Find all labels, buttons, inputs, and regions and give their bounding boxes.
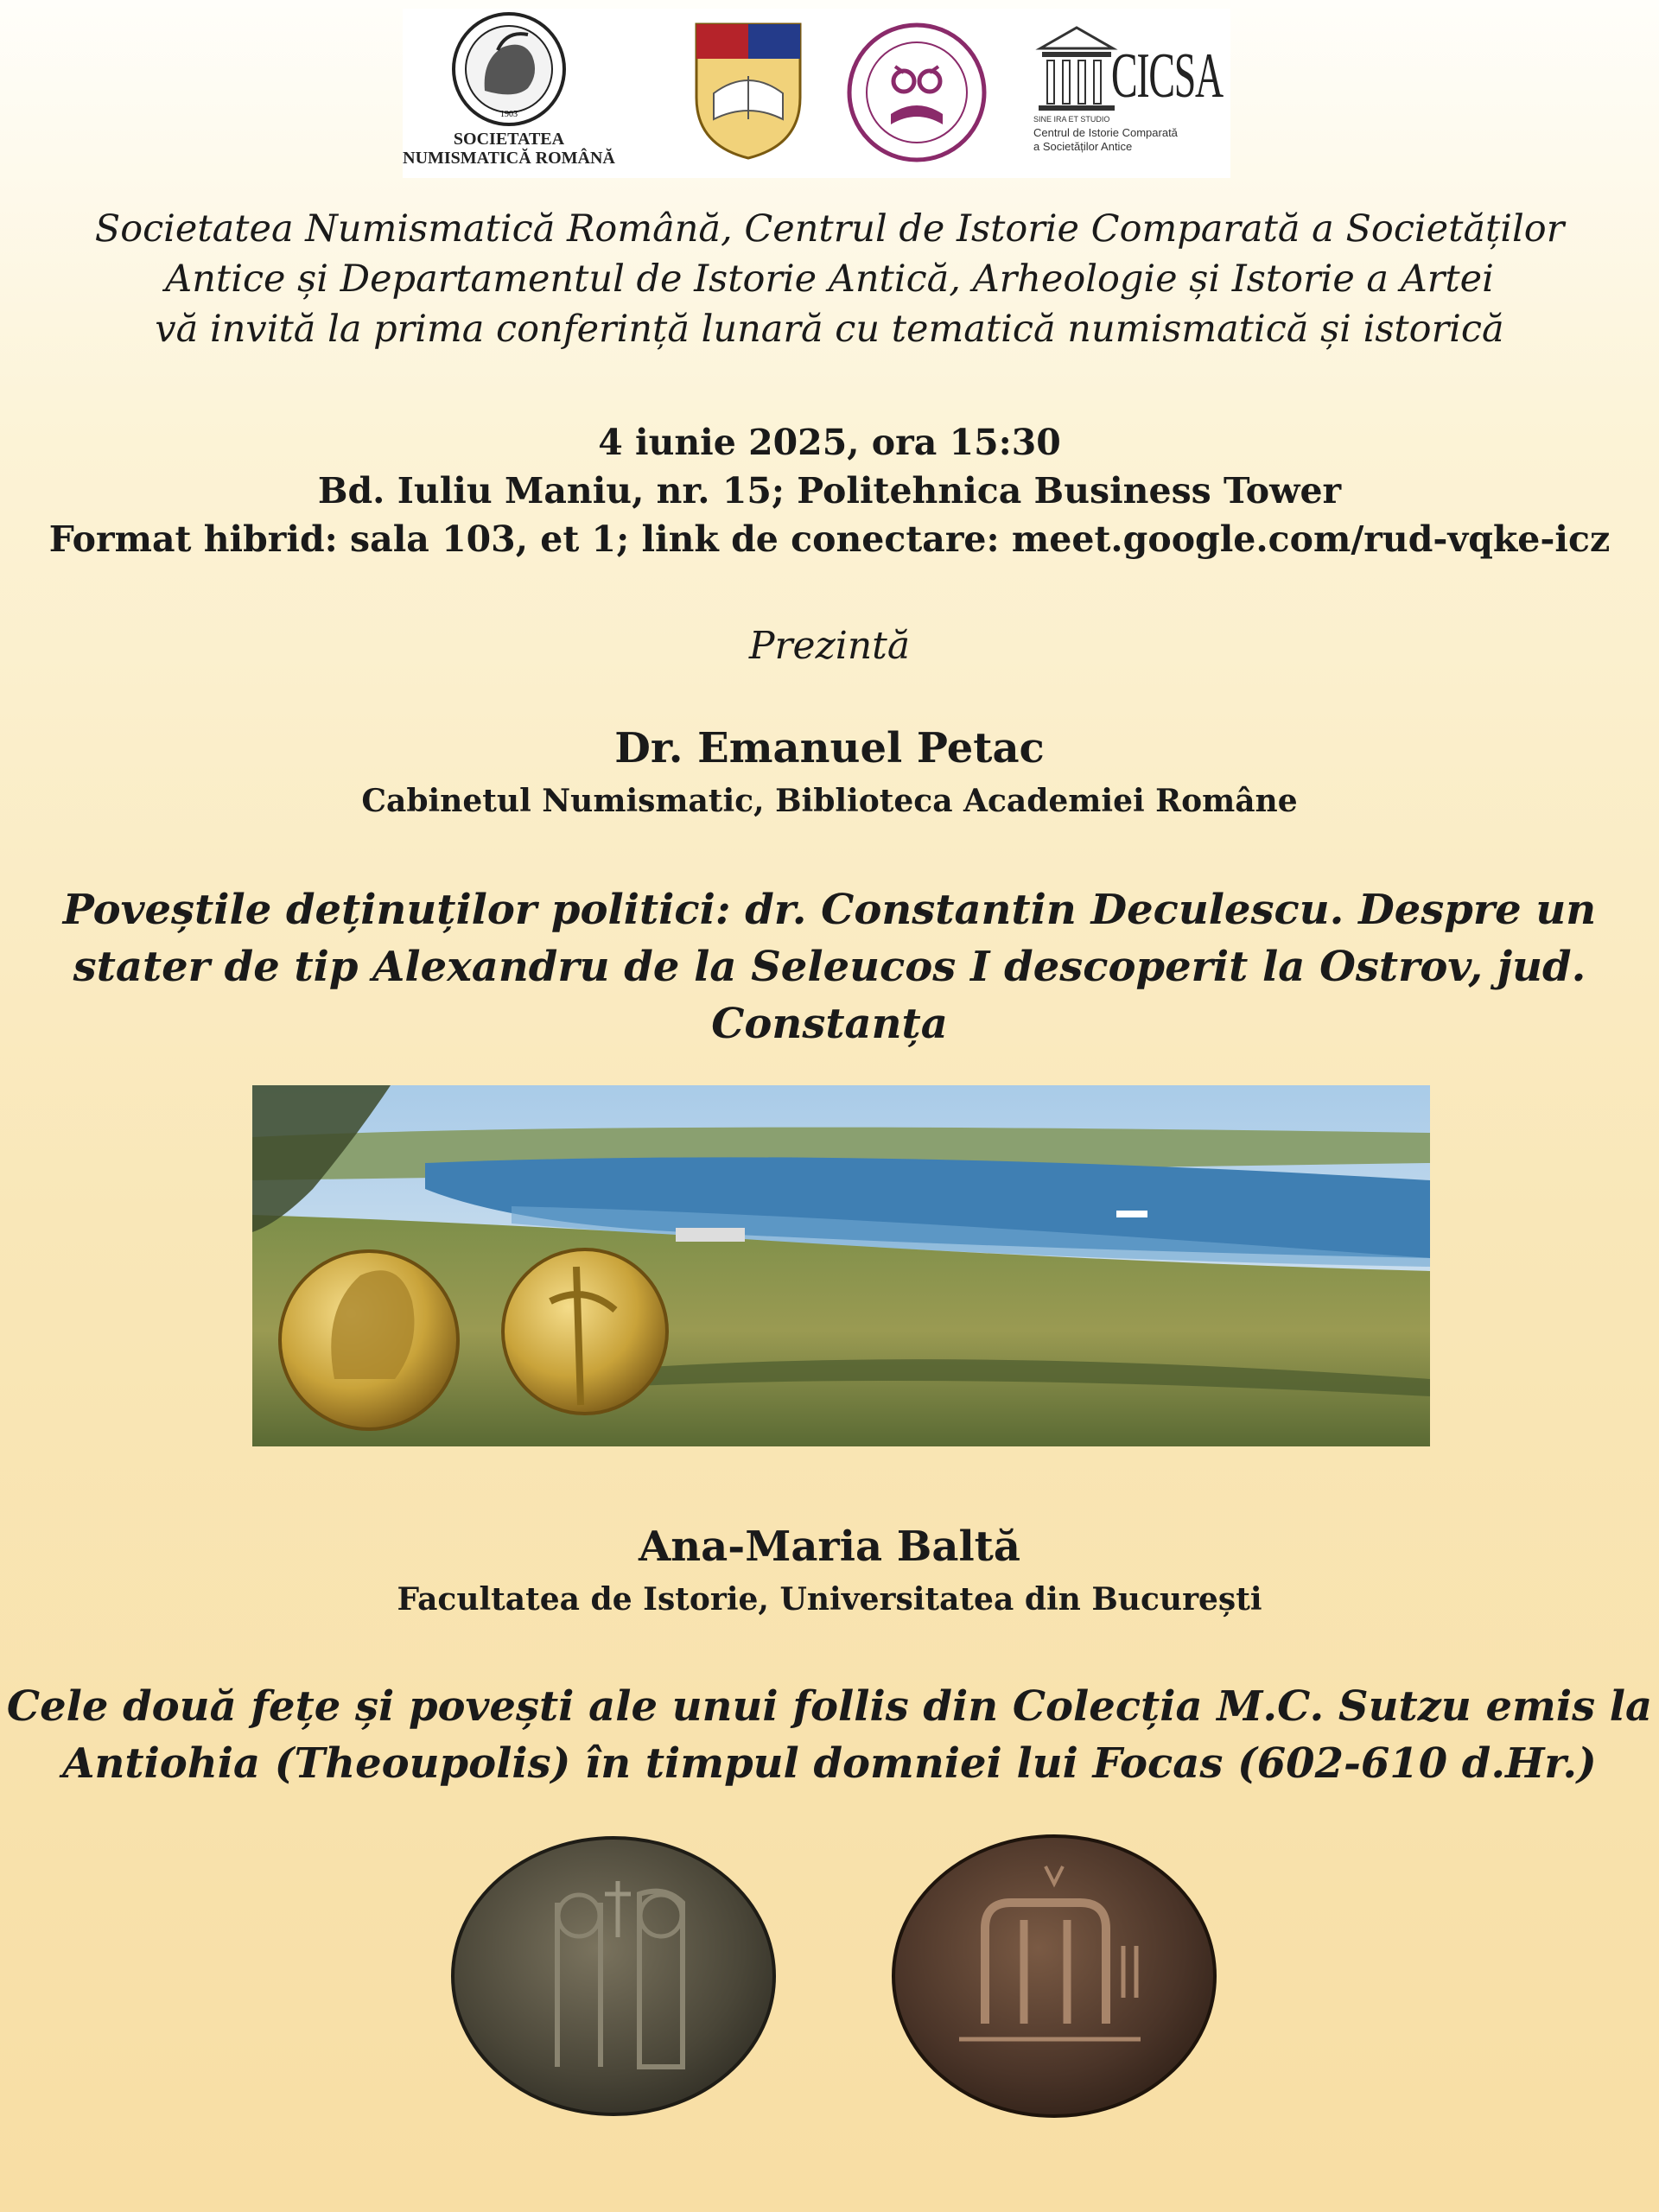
intro-line-2: Antice și Departamentul de Istorie Antică, Arheologie și Istorie a Artei xyxy=(165,257,1494,301)
gold-coin-obverse xyxy=(280,1251,458,1429)
talk-1-title-line-2: stater de tip Alexandru de la Seleucos I descoperit la Ostrov, jud. xyxy=(73,943,1586,991)
presents-label: Prezintă xyxy=(748,624,911,668)
numismatic-society-name: SOCIETATEA NUMISMATICĂ ROMÂNĂ xyxy=(403,130,615,168)
owl-icon xyxy=(843,19,990,166)
event-date: 4 iunie 2025, ora 15:30 xyxy=(598,422,1061,463)
talk-2-title-line-1: Cele două fețe și povești ale unui follis din Colecția M.C. Sutzu emis la xyxy=(6,1682,1653,1731)
landscape-photo xyxy=(252,1085,1430,1446)
cicsa-caption xyxy=(1033,112,1178,154)
follis-obverse xyxy=(453,1838,774,2114)
logo-strip xyxy=(403,9,1230,178)
talk-1-title-line-1: Poveștile deținuților politici: dr. Constantin Deculescu. Despre un xyxy=(62,886,1597,934)
speaker-2-affiliation: Facultatea de Istorie, Universitatea din București xyxy=(397,1581,1262,1618)
speaker-1-affiliation: Cabinetul Numismatic, Biblioteca Academiei Române xyxy=(361,783,1298,819)
river-landscape-image xyxy=(252,1085,1430,1446)
svg-text:1903: 1903 xyxy=(500,110,518,119)
intro-line-1: Societatea Numismatică Română, Centrul de Istorie Comparată a Societăților xyxy=(94,207,1565,251)
cicsa-line-2: a Societăților Antice xyxy=(1033,140,1133,153)
speaker-1-name: Dr. Emanuel Petac xyxy=(614,724,1045,772)
follis-coins-icon xyxy=(449,1834,1227,2119)
follis-reverse xyxy=(893,1836,1215,2116)
follis-coins-image xyxy=(449,1834,1227,2119)
numismatic-society-logo xyxy=(403,9,615,178)
event-address: Bd. Iuliu Maniu, nr. 15; Politehnica Business Tower xyxy=(317,470,1342,512)
intro-line-3: vă invită la prima conferință lunară cu tematică numismatică și istorică xyxy=(155,308,1504,351)
cicsa-motto: SINE IRA ET STUDIO xyxy=(1033,115,1110,124)
cicsa-line-1: Centrul de Istorie Comparată xyxy=(1033,126,1178,139)
gold-coin-reverse xyxy=(503,1249,667,1414)
faculty-history-logo xyxy=(843,9,990,178)
talk-1-title-line-3: Constanța xyxy=(711,1000,948,1048)
cicsa-title: CICSA xyxy=(1111,41,1223,111)
event-format[interactable]: Format hibrid: sala 103, et 1; link de conectare: meet.google.com/rud-vqke-icz xyxy=(48,518,1611,560)
university-crest-logo xyxy=(688,9,809,178)
numismatic-seal-icon xyxy=(403,9,615,130)
speaker-2-name: Ana-Maria Baltă xyxy=(639,1522,1020,1571)
temple-icon xyxy=(1033,22,1120,118)
cicsa-logo xyxy=(1025,9,1230,178)
talk-2-title-line-2: Antiohia (Theoupolis) în timpul domniei lui Focas (602-610 d.Hr.) xyxy=(62,1739,1597,1788)
university-crest-icon xyxy=(688,16,809,162)
